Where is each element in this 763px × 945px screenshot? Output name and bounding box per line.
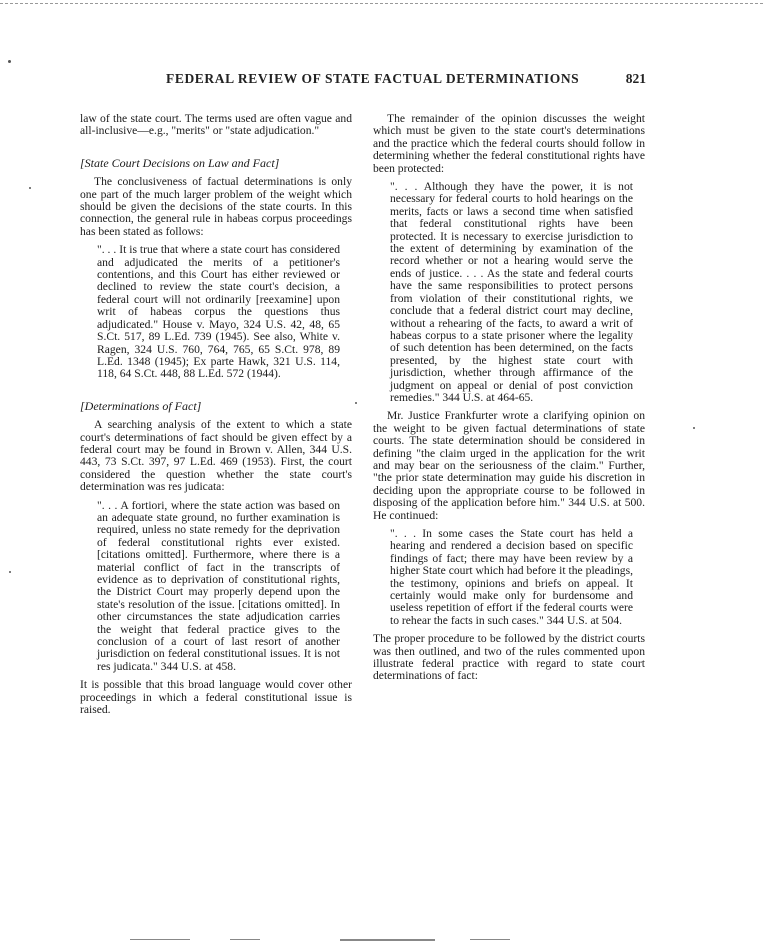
paragraph: A searching analysis of the extent to which a state court's determinations of fact should be given effect by a federal court may be found in Brown v. Allen, 344 U.S. 443, 73 S.Ct. 397, 97 L.Ed. 469 (1953). First, the court considered the question whether the state court's determination was res judicata: (80, 418, 352, 494)
paragraph: Mr. Justice Frankfurter wrote a clarifying opinion on the weight to be given factual determinations of state courts. The state determination should be considered in defining "the claim urged in the application for the writ and may bear on the seriousness of the claim." Further, "the prior state determination may guide his discretion in deciding upon the appropriate course to be followed in disposing of the application before him." 344 U.S. at 500. He continued: (373, 409, 645, 522)
scan-mark (470, 939, 510, 940)
scan-mark (130, 939, 190, 940)
block-quote: ". . . A fortiori, where the state action was based on an adequate state ground, no further examination is required, unless no state remedy for the deprivation of federal constitutional rights ever existed. [citations omitted]. Furthermore, where there is a material conflict of fact in the transcripts of evidence as to deprivation of constitutional rights, the District Court may properly depend upon the state's resolution of the issue. [citations omitted]. In other circumstances the state adjudication carries the weight that federal practice gives to the conclusion of a court of last resort of another jurisdiction on federal constitutional issues. It is not res judicata." 344 U.S. at 458. (97, 498, 340, 673)
block-quote: ". . . Although they have the power, it is not necessary for federal courts to hold hearings on the merits, facts or laws a second time when satisfied that federal constitutional rights have been protected. It is necessary to exercise jurisdiction to the extent of determining by examination of the record whether or not a hearing would serve the ends of justice. . . . As the state and federal courts have the same responsibilities to protect persons from violation of their constitutional rights, we conclude that a federal district court may decline, without a rehearing of the facts, to award a writ of habeas corpus to a state prisoner where the legality of such detention has been determined, on the facts presented, by the highest state court with jurisdiction, whether through affirmance of the judgment on appeal or denial of post conviction remedies." 344 U.S. at 464-65. (390, 180, 633, 404)
page-number: 821 (625, 71, 646, 86)
scan-speck (693, 427, 695, 429)
scan-speck (29, 187, 31, 189)
section-heading: [Determinations of Fact] (80, 398, 202, 413)
spacer (80, 144, 352, 152)
paragraph: law of the state court. The terms used are often vague and all-inclusive—e.g., "merits" or "state adjudication." (80, 112, 352, 138)
paragraph: The remainder of the opinion discusses the weight which must be given to the state court's determinations and the practice which the federal courts should follow in determining whether the federal constitutional rights have been protected: (373, 112, 645, 175)
scan-mark (340, 939, 435, 941)
paragraph: The proper procedure to be followed by the district courts was then outlined, and two of the rules commented upon illustrate federal practice with regard to state court determinations of fact: (373, 632, 645, 683)
scan-speck (9, 571, 11, 573)
block-quote: ". . . In some cases the State court has held a hearing and rendered a decision based on specific findings of fact; there may have been review by a higher State court which had before it the pleadings, the testimony, opinions and briefs on appeal. It certainly would make only for burdensome and useless repetition of effort if the federal courts were to rehear the facts in such cases." 344 U.S. at 504. (390, 527, 633, 627)
running-head: FEDERAL REVIEW OF STATE FACTUAL DETERMINATIONS (166, 71, 580, 86)
scan-bottom-edge (0, 939, 763, 943)
scan-speck (355, 402, 357, 404)
page-header (166, 71, 646, 91)
spacer (80, 387, 352, 395)
paragraph: It is possible that this broad language would cover other proceedings in which a federal constitutional issue is raised. (80, 678, 352, 717)
right-column (373, 113, 645, 689)
scan-top-edge (0, 3, 763, 4)
left-column (80, 113, 352, 722)
scan-speck (8, 60, 11, 63)
block-quote: ". . . It is true that where a state court has considered and adjudicated the merits of a petitioner's contentions, and this Court has either reviewed or declined to review the state court's decision, a federal court will not ordinarily [reexamine] upon writ of habeas corpus the questions thus adjudicated." House v. Mayo, 324 U.S. 42, 48, 65 S.Ct. 517, 89 L.Ed. 739 (1945). See also, White v. Ragen, 324 U.S. 760, 764, 765, 65 S.Ct. 978, 89 L.Ed. 1348 (1945); Ex parte Hawk, 321 U.S. 114, 118, 64 S.Ct. 448, 88 L.Ed. 572 (1944). (97, 243, 340, 381)
section-heading: [State Court Decisions on Law and Fact] (80, 155, 280, 170)
scan-mark (230, 939, 260, 940)
paragraph: The conclusiveness of factual determinations is only one part of the much larger problem of the weight which should be given the decisions of the state courts. In this connection, the general rule in habeas corpus proceedings has been stated as follows: (80, 175, 352, 238)
